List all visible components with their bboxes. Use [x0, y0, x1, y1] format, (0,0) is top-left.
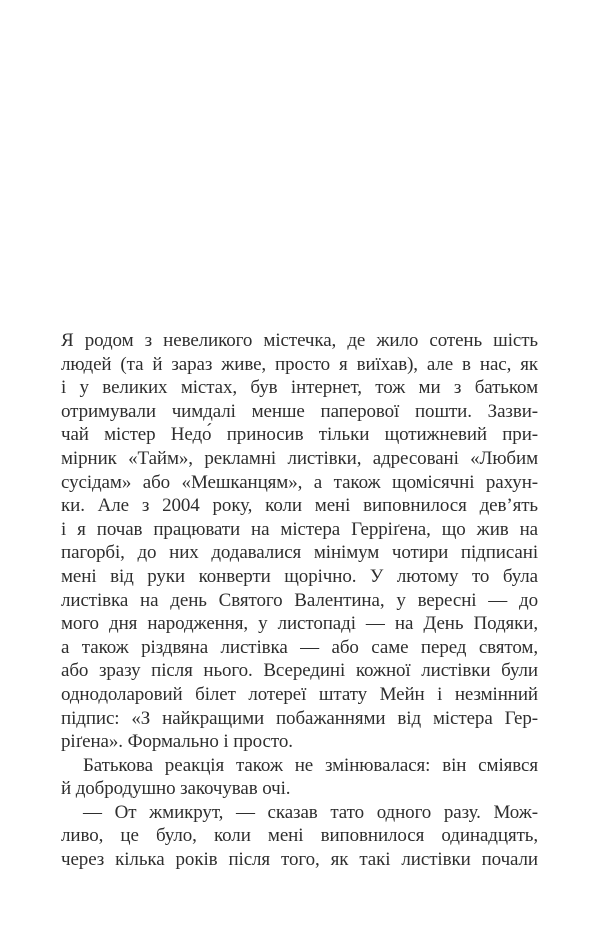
text-line: ріґена». Формально і просто. — [61, 731, 293, 753]
text-line: отримували чимдалі менше паперової пошти. Зазви- — [61, 400, 538, 422]
text-line: листівка на день Святого Валентина, у вересні — до — [61, 589, 538, 611]
text-line: мого дня народження, у листопаді — на День Подяки, — [61, 613, 538, 635]
text-line: і у великих містах, був інтернет, тож ми з батьком — [61, 377, 538, 399]
text-line: ливо, це було, коли мені виповнилося одинадцять, — [61, 825, 538, 847]
text-line: людей (та й зараз живе, просто я виїхав), але в нас, як — [61, 353, 538, 375]
text-line: мірник «Тайм», рекламні листівки, адресовані «Любим — [61, 447, 538, 469]
text-line: сусідам» або «Мешканцям», а також щомісячні рахун- — [61, 471, 538, 493]
text-line: пагорбі, до них додавалися мінімум чотири підписані — [61, 542, 538, 564]
text-line: однодоларовий білет лотереї штату Мейн і незмінний — [61, 683, 538, 705]
text-block — [61, 329, 538, 872]
text-line: а також різдвяна листівка — або саме перед святом, — [61, 636, 538, 658]
text-line: й добродушно закочував очі. — [61, 778, 291, 800]
text-line: Я родом з невеликого містечка, де жило сотень шість — [61, 330, 538, 351]
text-line: і я почав працювати на містера Герріґена, що жив на — [61, 518, 538, 540]
text-line: або зразу після нього. Всередині кожної листівки були — [61, 660, 538, 682]
text-line: чай містер Недо́ приносив тільки щотижневий при- — [61, 424, 538, 446]
text-line: через кілька років після того, як такі листівки почали — [61, 849, 538, 871]
text-line: підпис: «З найкращими побажаннями від містера Гер- — [61, 707, 538, 729]
text-line: ки. Але з 2004 року, коли мені виповнилося дев’ять — [61, 495, 538, 517]
text-line: — От жмикрут, — сказав тато одного разу. Мож- — [83, 801, 538, 823]
text-line: мені від руки конверти щорічно. У лютому то була — [61, 565, 538, 587]
text-line: Батькова реакція також не змінювалася: він сміявся — [83, 754, 538, 776]
